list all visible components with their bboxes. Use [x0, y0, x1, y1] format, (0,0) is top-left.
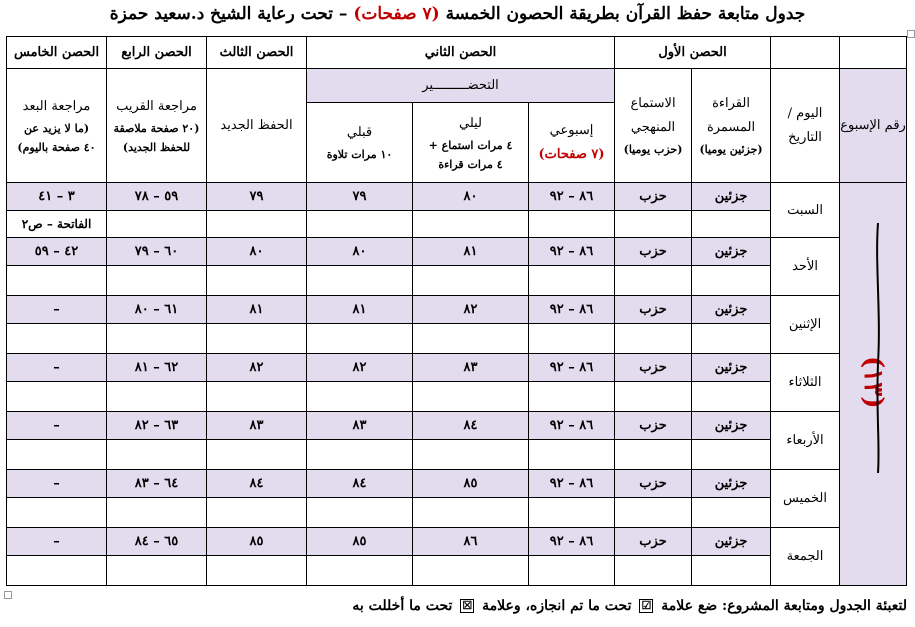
near-review-cell: ٦٥ – ٨٤ — [107, 528, 207, 556]
check-cell[interactable] — [413, 266, 529, 296]
table-row — [7, 238, 907, 266]
reading-cell: جزئين — [692, 183, 771, 211]
reading-cell: جزئين — [692, 470, 771, 498]
check-cell[interactable] — [207, 211, 307, 238]
check-cell[interactable] — [413, 498, 529, 528]
day-name: الخميس — [771, 470, 840, 528]
day-name: الجمعة — [771, 528, 840, 586]
header-tribal — [307, 103, 413, 183]
check-cell[interactable] — [7, 498, 107, 528]
check-cell[interactable] — [107, 556, 207, 586]
page-title — [0, 4, 915, 24]
weekly-cell: ٨٦ – ٩٢ — [529, 528, 615, 556]
header-far-review — [7, 69, 107, 183]
weekly-cell: ٨٦ – ٩٢ — [529, 412, 615, 440]
header-reading — [692, 69, 771, 183]
near-review-cell: ٥٩ – ٧٨ — [107, 183, 207, 211]
check-cell[interactable] — [615, 266, 692, 296]
cross-box-icon: ☒ — [460, 599, 474, 613]
title-pages: (٧ صفحات) — [353, 4, 440, 24]
weekly-label: إسبوعي — [549, 122, 594, 138]
reading-cell: جزئين — [692, 412, 771, 440]
day-date-label: اليوم / التاريخ — [787, 105, 823, 145]
new-memorization-cell: ٨٤ — [207, 470, 307, 498]
header-day-date — [771, 69, 840, 183]
check-cell[interactable] — [529, 382, 615, 412]
header-near-review — [107, 69, 207, 183]
check-cell[interactable] — [692, 440, 771, 470]
weekly-cell: ٨٦ – ٩٢ — [529, 354, 615, 382]
header-weekly — [529, 103, 615, 183]
check-cell[interactable] — [692, 324, 771, 354]
new-memorization-cell: ٧٩ — [207, 183, 307, 211]
reading-cell: جزئين — [692, 238, 771, 266]
weekly-cell: ٨٦ – ٩٢ — [529, 183, 615, 211]
footer-instructions — [352, 598, 907, 614]
check-cell[interactable] — [207, 498, 307, 528]
check-cell[interactable] — [413, 382, 529, 412]
near-review-cell: ٦٤ – ٨٣ — [107, 470, 207, 498]
listening-cell: حزب — [615, 470, 692, 498]
near-review-note2: للحفظ الجديد) — [122, 140, 191, 154]
check-cell[interactable] — [529, 266, 615, 296]
far-review-note2: ٤٠ صفحة باليوم) — [17, 140, 96, 154]
week-label: رقم الإسبوع — [840, 117, 906, 133]
check-cell[interactable] — [307, 440, 413, 470]
week-number-value: (١٣) — [858, 355, 889, 409]
near-review-label: مراجعة القريب — [116, 98, 197, 114]
check-cell[interactable] — [413, 211, 529, 238]
listening-cell: حزب — [615, 412, 692, 440]
nightly-label: ليلي — [459, 115, 483, 131]
check-cell[interactable] — [307, 266, 413, 296]
check-cell[interactable] — [107, 324, 207, 354]
day-name: الأحد — [771, 238, 840, 296]
tribal-label: قبلي — [346, 125, 373, 140]
near-review-cell: ٦١ – ٨٠ — [107, 296, 207, 324]
header-nightly — [413, 103, 529, 183]
check-cell[interactable] — [615, 324, 692, 354]
day-name: الأربعاء — [771, 412, 840, 470]
check-cell[interactable] — [529, 498, 615, 528]
check-cell[interactable] — [107, 211, 207, 238]
check-cell[interactable] — [615, 382, 692, 412]
check-cell[interactable] — [207, 266, 307, 296]
far-review-cell: – — [7, 412, 107, 440]
check-cell[interactable] — [207, 440, 307, 470]
check-cell[interactable] — [615, 498, 692, 528]
nightly-cell: ٨٤ — [413, 412, 529, 440]
listening-note: (حزب يوميا) — [623, 143, 683, 156]
checkmark-box-icon: ☑ — [639, 599, 653, 613]
check-cell[interactable] — [615, 440, 692, 470]
tribal-cell: ٨١ — [307, 296, 413, 324]
day-name: الإثنين — [771, 296, 840, 354]
listening-cell: حزب — [615, 183, 692, 211]
resize-handle-icon[interactable] — [4, 591, 12, 599]
week-number-cell — [840, 183, 907, 586]
reading-label: القراءة المسمرة — [706, 96, 756, 135]
reading-cell: جزئين — [692, 528, 771, 556]
nightly-cell: ٨٣ — [413, 354, 529, 382]
check-cell[interactable] — [207, 382, 307, 412]
check-cell[interactable] — [107, 440, 207, 470]
check-cell[interactable] — [413, 324, 529, 354]
listening-cell: حزب — [615, 238, 692, 266]
listening-label: الاستماع المنهجي — [630, 96, 676, 135]
check-cell[interactable] — [207, 324, 307, 354]
nightly-cell: ٨٥ — [413, 470, 529, 498]
header-second-fortress: الحصن الثاني — [307, 37, 615, 69]
new-memorization-cell: ٨٥ — [207, 528, 307, 556]
weekly-cell: ٨٦ – ٩٢ — [529, 296, 615, 324]
check-cell[interactable] — [529, 211, 615, 238]
header-empty-day — [771, 37, 840, 69]
header-fifth-fortress: الحصن الخامس — [7, 37, 107, 69]
far-review-label: مراجعة البعد — [22, 98, 91, 114]
table-row — [7, 354, 907, 382]
check-cell[interactable] — [692, 266, 771, 296]
far-review-note1: (ما لا يزيد عن — [23, 121, 90, 135]
near-review-note1: (٢٠ صفحة ملاصقة — [113, 121, 200, 135]
check-cell[interactable] — [529, 440, 615, 470]
day-name: السبت — [771, 183, 840, 238]
near-review-cell: ٦٣ – ٨٢ — [107, 412, 207, 440]
near-review-cell: ٦٠ – ٧٩ — [107, 238, 207, 266]
new-memorization-cell: ٨٢ — [207, 354, 307, 382]
check-cell[interactable] — [7, 266, 107, 296]
new-memorization-cell: ٨٣ — [207, 412, 307, 440]
tribal-cell: ٧٩ — [307, 183, 413, 211]
far-review-cell: ٣ – ٤١ — [7, 183, 107, 211]
nightly-cell: ٨١ — [413, 238, 529, 266]
reading-cell: جزئين — [692, 296, 771, 324]
footer-text-missed: تحت ما أخللت به — [352, 598, 453, 614]
tribal-cell: ٨٥ — [307, 528, 413, 556]
check-cell[interactable] — [692, 498, 771, 528]
check-cell[interactable] — [615, 211, 692, 238]
listening-cell: حزب — [615, 296, 692, 324]
weekly-cell: ٨٦ – ٩٢ — [529, 470, 615, 498]
check-cell[interactable] — [307, 382, 413, 412]
table-row — [7, 296, 907, 324]
check-cell[interactable] — [307, 324, 413, 354]
header-listening — [615, 69, 692, 183]
new-memorization-cell: ٨٠ — [207, 238, 307, 266]
weekly-note: (٧ صفحات) — [538, 146, 605, 162]
header-third-fortress: الحصن الثالث — [207, 37, 307, 69]
header-empty-week — [840, 37, 907, 69]
far-review-cell: ٤٢ – ٥٩ — [7, 238, 107, 266]
check-cell[interactable] — [307, 211, 413, 238]
far-review-cell: – — [7, 354, 107, 382]
nightly-note1: ٤ مرات استماع + — [428, 138, 513, 152]
weekly-cell: ٨٦ – ٩٢ — [529, 238, 615, 266]
check-cell[interactable] — [307, 498, 413, 528]
check-cell[interactable] — [107, 382, 207, 412]
far-review-cell: – — [7, 296, 107, 324]
handwritten-stroke-icon — [873, 223, 883, 473]
nightly-note2: ٤ مرات قراءة — [438, 157, 503, 171]
header-new-memorization: الحفظ الجديد — [207, 69, 307, 183]
title-sponsor: – تحت رعاية الشيخ د.سعيد حمزة — [109, 4, 348, 24]
check-cell[interactable] — [107, 498, 207, 528]
far-review-extra: الفاتحة – ص٢ — [7, 211, 107, 238]
tribal-cell: ٨٠ — [307, 238, 413, 266]
table-row — [7, 470, 907, 498]
check-cell[interactable] — [413, 440, 529, 470]
listening-cell: حزب — [615, 354, 692, 382]
check-cell[interactable] — [7, 324, 107, 354]
far-review-cell: – — [7, 470, 107, 498]
check-cell[interactable] — [7, 382, 107, 412]
nightly-cell: ٨٢ — [413, 296, 529, 324]
check-cell[interactable] — [529, 556, 615, 586]
tribal-note: ١٠ مرات تلاوة — [326, 148, 393, 161]
tribal-cell: ٨٣ — [307, 412, 413, 440]
check-cell[interactable] — [692, 556, 771, 586]
header-first-fortress: الحصن الأول — [615, 37, 771, 69]
check-cell[interactable] — [7, 440, 107, 470]
table-row — [7, 528, 907, 556]
check-cell[interactable] — [529, 324, 615, 354]
table-row — [7, 412, 907, 440]
check-cell[interactable] — [413, 556, 529, 586]
far-review-cell: – — [7, 528, 107, 556]
tribal-cell: ٨٢ — [307, 354, 413, 382]
new-memorization-cell: ٨١ — [207, 296, 307, 324]
header-preparation: التحضـــــــــير — [307, 69, 615, 103]
footer-text-fill: لتعبئة الجدول ومتابعة المشروع: ضع علامة — [661, 598, 907, 614]
resize-handle-icon[interactable] — [907, 30, 915, 38]
tracking-table — [6, 36, 907, 586]
check-cell[interactable] — [207, 556, 307, 586]
check-cell[interactable] — [107, 266, 207, 296]
listening-cell: حزب — [615, 528, 692, 556]
header-week-number — [840, 69, 907, 183]
title-main: جدول متابعة حفظ القرآن بطريقة الحصون الخمسة — [445, 4, 806, 24]
check-cell[interactable] — [692, 211, 771, 238]
reading-note: (جزئين يوميا) — [699, 143, 763, 156]
check-cell[interactable] — [692, 382, 771, 412]
reading-cell: جزئين — [692, 354, 771, 382]
check-cell[interactable] — [615, 556, 692, 586]
check-cell[interactable] — [307, 556, 413, 586]
table-row — [7, 183, 907, 211]
footer-text-done: تحت ما تم انجازه، وعلامة — [482, 598, 632, 614]
header-fourth-fortress: الحصن الرابع — [107, 37, 207, 69]
tribal-cell: ٨٤ — [307, 470, 413, 498]
check-cell[interactable] — [7, 556, 107, 586]
nightly-cell: ٨٠ — [413, 183, 529, 211]
day-name: الثلاثاء — [771, 354, 840, 412]
near-review-cell: ٦٢ – ٨١ — [107, 354, 207, 382]
nightly-cell: ٨٦ — [413, 528, 529, 556]
